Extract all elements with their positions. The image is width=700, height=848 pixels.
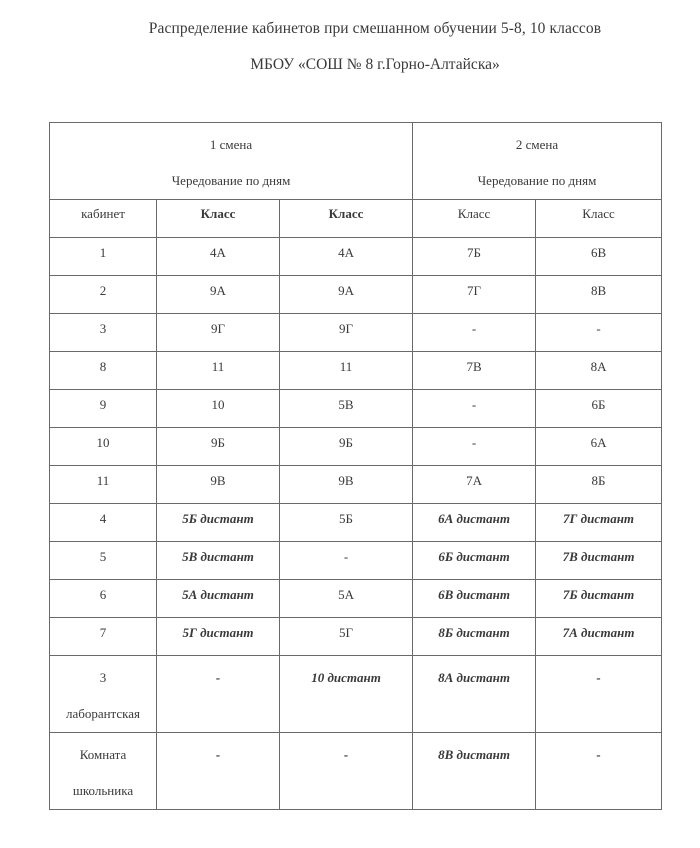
room-cell xyxy=(50,733,157,810)
shift1-name: 1 смена xyxy=(209,137,253,152)
table-row xyxy=(50,542,662,580)
class-cell: 4А xyxy=(157,238,280,276)
class-cell: 5А дистант xyxy=(157,580,280,618)
room-cell: 8 xyxy=(50,352,157,390)
room-label-line2: школьника xyxy=(72,783,134,798)
class-cell: 5Б xyxy=(280,504,413,542)
class-cell: 8А дистант xyxy=(413,656,536,733)
header-room: кабинет xyxy=(50,200,157,238)
room-label-line1: 3 xyxy=(99,670,107,685)
class-cell: 8В дистант xyxy=(413,733,536,810)
room-cell: 6 xyxy=(50,580,157,618)
room-cell: 3 xyxy=(50,314,157,352)
shift2-sub: Чередование по дням xyxy=(477,173,597,188)
class-cell: 7Б дистант xyxy=(536,580,662,618)
class-cell: 5Б дистант xyxy=(157,504,280,542)
class-cell: 5А xyxy=(280,580,413,618)
table-row xyxy=(50,390,662,428)
class-cell: - xyxy=(280,733,413,810)
table-row xyxy=(50,352,662,390)
shift2-name: 2 смена xyxy=(515,137,559,152)
class-cell: - xyxy=(536,733,662,810)
room-cell: 7 xyxy=(50,618,157,656)
class-cell: 6А дистант xyxy=(413,504,536,542)
table-row xyxy=(50,504,662,542)
table-row xyxy=(50,238,662,276)
table-row xyxy=(50,314,662,352)
column-header-row xyxy=(50,200,662,238)
class-cell: - xyxy=(413,390,536,428)
shift1-sub: Чередование по дням xyxy=(171,173,291,188)
class-cell: 6Б xyxy=(536,390,662,428)
document-title-line2: МБОУ «СОШ № 8 г.Горно-Алтайска» xyxy=(250,56,500,73)
class-cell: 7А дистант xyxy=(536,618,662,656)
class-cell: 6Б дистант xyxy=(413,542,536,580)
class-cell: - xyxy=(536,656,662,733)
class-cell: 9Г xyxy=(157,314,280,352)
class-cell: 7А xyxy=(413,466,536,504)
class-cell: 9В xyxy=(280,466,413,504)
table-row xyxy=(50,580,662,618)
room-cell: 4 xyxy=(50,504,157,542)
class-cell: - xyxy=(280,542,413,580)
room-cell: 5 xyxy=(50,542,157,580)
class-cell: 10 дистант xyxy=(280,656,413,733)
table-row xyxy=(50,428,662,466)
header-class-2: Класс xyxy=(280,200,413,238)
class-cell: 7Г дистант xyxy=(536,504,662,542)
table-row xyxy=(50,276,662,314)
header-class-1: Класс xyxy=(157,200,280,238)
class-cell: 9А xyxy=(157,276,280,314)
class-cell: 9В xyxy=(157,466,280,504)
class-cell: 9Б xyxy=(280,428,413,466)
class-cell: 5В xyxy=(280,390,413,428)
class-cell: 11 xyxy=(280,352,413,390)
shift1-header xyxy=(50,123,413,200)
room-label-line1: Комната xyxy=(79,747,127,762)
room-cell xyxy=(50,656,157,733)
class-cell: - xyxy=(157,733,280,810)
class-cell: - xyxy=(157,656,280,733)
class-cell: 4А xyxy=(280,238,413,276)
class-cell: 7В дистант xyxy=(536,542,662,580)
room-cell: 11 xyxy=(50,466,157,504)
class-cell: - xyxy=(413,428,536,466)
class-cell: - xyxy=(413,314,536,352)
room-cell: 2 xyxy=(50,276,157,314)
class-cell: 7В xyxy=(413,352,536,390)
class-cell: 8А xyxy=(536,352,662,390)
class-cell: 8Б xyxy=(536,466,662,504)
class-cell: - xyxy=(536,314,662,352)
room-cell: 9 xyxy=(50,390,157,428)
class-cell: 5В дистант xyxy=(157,542,280,580)
class-cell: 7Б xyxy=(413,238,536,276)
lab-room-row xyxy=(50,656,662,733)
class-cell: 9Г xyxy=(280,314,413,352)
room-cell: 1 xyxy=(50,238,157,276)
class-cell: 9Б xyxy=(157,428,280,466)
room-cell: 10 xyxy=(50,428,157,466)
class-cell: 6В дистант xyxy=(413,580,536,618)
shift2-header xyxy=(413,123,662,200)
class-cell: 11 xyxy=(157,352,280,390)
class-cell: 6А xyxy=(536,428,662,466)
table-row xyxy=(50,618,662,656)
class-cell: 9А xyxy=(280,276,413,314)
student-room-row xyxy=(50,733,662,810)
shift-header-row xyxy=(50,123,662,200)
class-cell: 7Г xyxy=(413,276,536,314)
room-allocation-table xyxy=(49,122,662,810)
table-row xyxy=(50,466,662,504)
document-title-line1: Распределение кабинетов при смешанном обучении 5-8, 10 классов xyxy=(148,20,602,37)
header-class-3: Класс xyxy=(413,200,536,238)
header-class-4: Класс xyxy=(536,200,662,238)
class-cell: 5Г xyxy=(280,618,413,656)
class-cell: 5Г дистант xyxy=(157,618,280,656)
class-cell: 8В xyxy=(536,276,662,314)
class-cell: 10 xyxy=(157,390,280,428)
class-cell: 6В xyxy=(536,238,662,276)
class-cell: 8Б дистант xyxy=(413,618,536,656)
room-label-line2: лаборантская xyxy=(65,706,141,721)
